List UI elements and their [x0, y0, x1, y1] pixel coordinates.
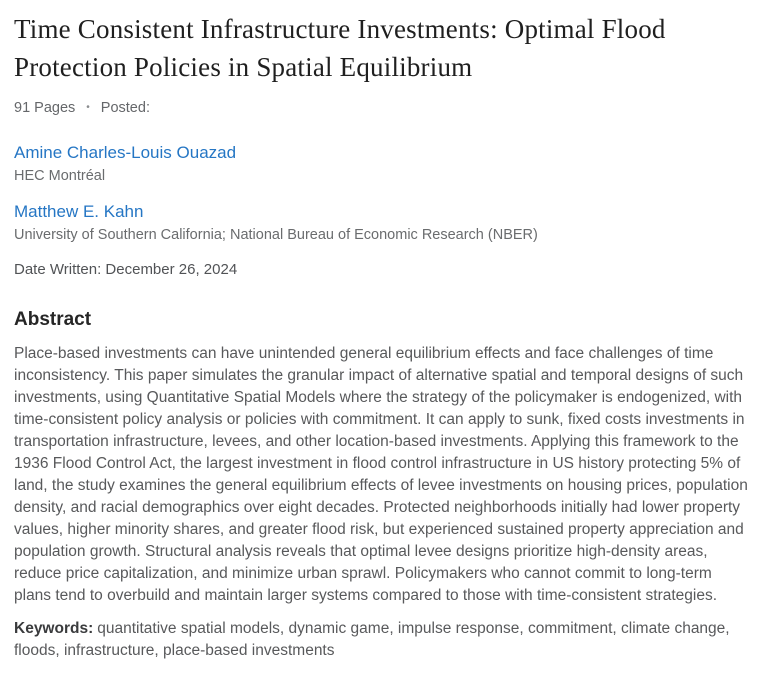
abstract-heading: Abstract	[14, 309, 92, 330]
author-block	[14, 202, 748, 244]
author-affiliation: HEC Montréal	[14, 168, 106, 184]
authors-section	[14, 143, 748, 244]
keywords-row	[14, 618, 748, 662]
keywords-label: Keywords:	[14, 620, 94, 637]
posted-label: Posted:	[100, 100, 150, 116]
author-affiliation: University of Southern California; National Bureau of Economic Research (NBER)	[14, 227, 538, 243]
pages-count: 91 Pages	[14, 100, 76, 116]
bullet-separator-icon: •	[86, 102, 90, 113]
author-link-kahn[interactable]: Matthew E. Kahn	[14, 202, 144, 221]
paper-meta-row	[14, 100, 748, 116]
keywords-text: quantitative spatial models, dynamic game, impulse response, commitment, climate change, floods, infrastructure, place-based investments	[14, 620, 730, 659]
paper-title: Time Consistent Infrastructure Investments: Optimal Flood Protection Policies in Spatial Equilibrium	[14, 14, 666, 82]
abstract-text: Place-based investments can have unintended general equilibrium effects and face challenges of time inconsistency. This paper simulates the granular impact of alternative spatial and temporal designs of such investments, using Quantitative Spatial Models where the strategy of the policymaker is endogenized, with time-consistent policy analysis or policies with commitment. It can apply to sunk, fixed costs investments in transportation infrastructure, levees, and other location-based investments. Applying this framework to the 1936 Flood Control Act, the largest investment in flood control infrastructure in US history protecting 5% of land, the study examines the general equilibrium effects of levee investments on housing prices, population density, and racial demographics over eight decades. Protected neighborhoods initially had lower property values, higher minority shares, and greater flood risk, but experienced sustained property appreciation and population growth. Structural analysis reveals that optimal levee designs prioritize high-density areas, reduce price capitalization, and minimize urban sprawl. Policymakers who cannot commit to long-term plans tend to overbuild and maintain larger systems compared to those with time-consistent strategies.	[14, 345, 748, 604]
author-link-ouazad[interactable]: Amine Charles-Louis Ouazad	[14, 143, 237, 162]
author-block	[14, 143, 748, 185]
date-written: Date Written: December 26, 2024	[14, 261, 238, 278]
